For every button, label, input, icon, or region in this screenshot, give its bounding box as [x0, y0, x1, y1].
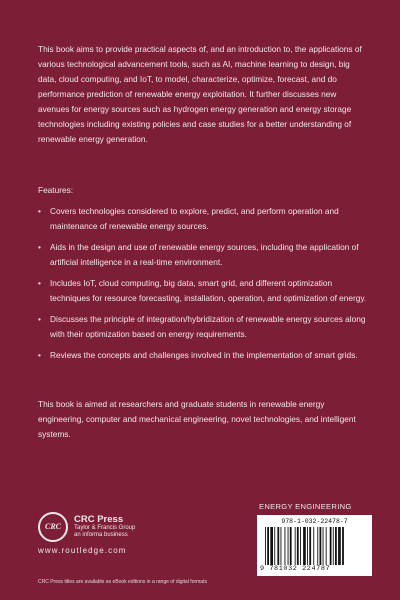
bullet-icon: •	[38, 314, 41, 324]
crc-logo-icon: CRC	[38, 512, 68, 542]
isbn-digits: 9 781032 224787	[260, 565, 331, 573]
feature-item: • Includes IoT, cloud computing, big data, smart grid, and different optimization techniques for resource forecasting, installation, operation, and optimization of energy.	[38, 278, 367, 303]
book-description: This book aims to provide practical aspects of, and an introduction to, the applications of various technological advancement tools, such as AI, machine learning to design, big data, cloud computing, and IoT, to model, characterize, optimize, forecast, and do performance prediction of renewable energy exploitation. It further discusses new avenues for energy sources such as hydrogen energy generation and energy storage technologies including existing policies and case studies for a better understanding of renewable energy generation.	[38, 44, 362, 144]
feature-item: • Discusses the principle of integration/hybridization of renewable energy sources along with their optimization based on energy requirements.	[38, 314, 366, 339]
subject-category: ENERGY ENGINEERING	[259, 502, 352, 511]
publisher-block	[38, 508, 238, 568]
barcode-icon	[265, 527, 365, 565]
publisher-group: Taylor & Francis Group	[74, 525, 136, 531]
publisher-name: CRC Press	[74, 514, 124, 525]
publisher-website: www.routledge.com	[38, 546, 127, 555]
features-heading: Features:	[38, 185, 74, 195]
ebook-note: CRC Press titles are available as eBook editions in a range of digital formats	[38, 579, 207, 585]
publisher-parent: an informa business	[74, 532, 128, 538]
features-list	[38, 204, 368, 369]
bullet-icon: •	[38, 350, 41, 360]
feature-item: • Covers technologies considered to explore, predict, and perform operation and maintenance of renewable energy sources.	[38, 206, 339, 231]
feature-item: • Aids in the design and use of renewable energy sources, including the application of artificial intelligence in a real-time environment.	[38, 242, 359, 267]
bullet-icon: •	[38, 242, 41, 252]
publisher-name-block	[74, 514, 135, 539]
audience-statement: This book is aimed at researchers and graduate students in renewable energy engineering, computer and mechanical engineering, novel technologies, and intelligent systems.	[38, 399, 356, 439]
isbn-label: 978-1-032-22478-7	[281, 518, 348, 525]
bullet-icon: •	[38, 206, 41, 216]
bullet-icon: •	[38, 278, 41, 288]
isbn-barcode	[257, 515, 372, 576]
feature-item: • Reviews the concepts and challenges involved in the implementation of smart grids.	[38, 348, 368, 363]
